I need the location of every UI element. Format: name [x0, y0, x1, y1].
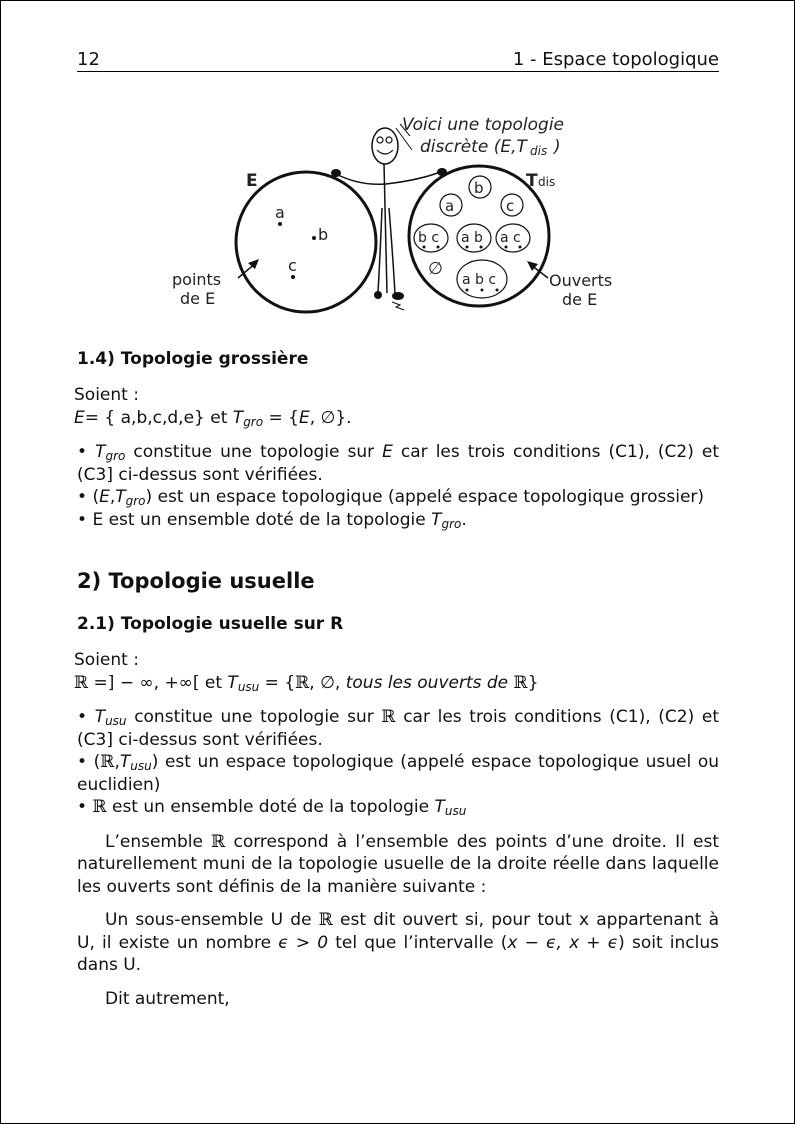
- def-mid: , ∅,: [309, 672, 346, 693]
- section-2-1-title: 2.1) Topologie usuelle sur R: [77, 614, 344, 634]
- bullet-text: car les trois conditions (C1), (C2) et (C3] ci-dessus sont vérifiées.: [77, 707, 720, 750]
- var-t-sub: usu: [105, 714, 127, 728]
- bullet-item: [77, 706, 719, 751]
- paragraph-text: correspond à l’ensemble des points d’une droite. Il est naturellement muni de la topologie usuelle de la droite réelle dans laquelle les ouverts sont définis de la manière suivante :: [77, 831, 720, 897]
- page-number: 12: [77, 49, 100, 70]
- bullet-text: E est un ensemble doté de la topologie: [92, 509, 432, 530]
- reals-symbol: ℝ: [74, 672, 89, 693]
- set-e-circle: [236, 172, 376, 312]
- def-italic: tous les ouverts de: [345, 672, 514, 693]
- var-t-sub: usu: [444, 804, 467, 818]
- point-a-dot: [278, 222, 282, 226]
- open-set-a-label: a: [445, 197, 455, 215]
- var-e: E: [74, 407, 85, 428]
- soient-label: Soient :: [74, 650, 139, 670]
- open-label-line1: Ouverts: [549, 271, 613, 290]
- paragraph-text: tel que l’intervalle (: [328, 932, 508, 953]
- var-t: T: [227, 672, 238, 693]
- def-eq: = {: [259, 672, 296, 693]
- bullet-mark: •: [77, 797, 88, 817]
- discrete-topology-figure: [160, 108, 640, 326]
- chapter-title: 1 - Espace topologique: [512, 49, 719, 70]
- reals-symbol: ℝ: [513, 672, 528, 693]
- point-b-label: b: [318, 225, 329, 244]
- var-t-sub: gro: [243, 414, 264, 429]
- paragraph-text: Un sous-ensemble U de: [105, 910, 319, 930]
- paragraph-text: ) soit inclus dans U.: [77, 932, 719, 975]
- set-e-label: E: [246, 171, 258, 191]
- reals-symbol: ℝ: [381, 707, 396, 727]
- var-e: E: [99, 487, 110, 507]
- paren: (: [93, 752, 101, 772]
- definition-line: [74, 672, 719, 695]
- paragraph-reals-line: [77, 831, 719, 899]
- var-t-sub: gro: [441, 516, 462, 531]
- empty-set-symbol: ∅: [428, 259, 443, 279]
- comma: ,: [114, 752, 120, 772]
- point-b-dot: [312, 236, 316, 240]
- open-set-bc-dot: [423, 246, 426, 249]
- def-interval: =] − ∞, +∞[ et: [88, 672, 228, 693]
- var-e2: E: [298, 407, 310, 428]
- period: .: [461, 509, 467, 530]
- open-set-abc-dot: [466, 289, 469, 292]
- speech-text-end: ): [554, 137, 561, 157]
- var-t: T: [115, 487, 126, 507]
- var-e: E: [382, 442, 393, 462]
- bullet-text: est un ensemble doté de la topologie: [106, 797, 435, 817]
- var-t: T: [95, 442, 106, 462]
- var-t: T: [431, 509, 442, 530]
- reals-symbol: ℝ: [318, 910, 333, 930]
- open-set-bc-dot: [437, 246, 440, 249]
- page-header: [77, 47, 719, 72]
- bullet-text: car les trois conditions (C1), (C2) et (C3] ci-dessus sont vérifiées.: [77, 442, 720, 485]
- var-t: T: [119, 752, 131, 772]
- epsilon-condition: ϵ > 0: [278, 932, 329, 953]
- bullet-mark: •: [77, 707, 88, 727]
- figure-svg: [160, 108, 640, 326]
- topology-label: T: [526, 171, 538, 191]
- reals-symbol: ℝ: [92, 797, 107, 817]
- def-tail: , ∅}.: [309, 407, 352, 428]
- var-t-sub: gro: [105, 449, 126, 463]
- open-set-abc-dot: [496, 289, 499, 292]
- bullet-mark: •: [77, 442, 88, 462]
- var-t-sub: gro: [125, 494, 146, 508]
- open-label-line2: de E: [562, 290, 598, 309]
- open-set-ac-label: a c: [500, 230, 521, 246]
- soient-label: Soient :: [74, 385, 139, 405]
- bullet-text: ) est un espace topologique (appelé espace topologique usuel ou euclidien): [77, 752, 719, 795]
- bullet-text: ) est un espace topologique (appelé espace topologique grossier): [145, 487, 705, 507]
- speech-text-line1: Voici une topologie: [402, 115, 564, 135]
- comma: ,: [109, 487, 116, 507]
- point-c-dot: [291, 275, 295, 279]
- open-set-abc-dot: [481, 289, 484, 292]
- speech-text-line2: discrète (E,T: [420, 137, 527, 157]
- bullet-item: [77, 441, 719, 486]
- paren: (: [92, 487, 100, 507]
- bullet-item: [77, 751, 719, 796]
- def-set: = { a,b,c,d,e} et: [84, 407, 233, 428]
- bullet-text: constitue une topologie sur: [126, 707, 382, 727]
- bullet-mark: •: [77, 509, 88, 530]
- open-set-ab-label: a b: [461, 230, 483, 246]
- points-label-line1: points: [172, 270, 222, 289]
- point-c-label: c: [288, 256, 297, 275]
- bullet-item: [77, 509, 719, 532]
- open-set-b-label: b: [474, 179, 484, 197]
- bullet-mark: •: [77, 752, 88, 772]
- bullet-item: [77, 796, 719, 819]
- def-end: }: [527, 672, 539, 693]
- speech-text-sub: dis: [530, 144, 548, 158]
- definition-line: [74, 407, 719, 430]
- bullet-text: constitue une topologie sur: [125, 442, 383, 462]
- var-t: T: [94, 707, 106, 727]
- open-set-ab-dot: [480, 246, 483, 249]
- var-t-sub: usu: [130, 759, 152, 773]
- reals-symbol: ℝ: [100, 752, 115, 772]
- section-1-4-title: 1.4) Topologie grossière: [77, 349, 309, 369]
- paragraph-dit-autrement: Dit autrement,: [105, 988, 230, 1009]
- open-set-bc-label: b c: [418, 230, 440, 246]
- section-2-title: 2) Topologie usuelle: [77, 569, 315, 593]
- point-a-label: a: [275, 203, 285, 222]
- paragraph-text: est dit ouvert si, pour tout x appartenant à U, il existe un nombre: [77, 910, 720, 953]
- open-set-abc-label: a b c: [462, 272, 497, 288]
- page-content: [74, 348, 720, 1010]
- reals-symbol: ℝ: [295, 672, 310, 693]
- var-t: T: [232, 407, 244, 428]
- paragraph-text: L’ensemble: [105, 831, 212, 852]
- var-t: T: [434, 797, 445, 817]
- open-set-ac-dot: [505, 246, 508, 249]
- epsilon-interval: x − ϵ, x + ϵ: [507, 932, 619, 953]
- paragraph-open-set-definition: [77, 909, 719, 977]
- topology-label-sub: dis: [538, 175, 556, 189]
- reals-symbol: ℝ: [211, 831, 226, 852]
- bullet-item: [77, 486, 719, 509]
- var-t-sub: usu: [237, 679, 260, 694]
- bullet-mark: •: [77, 487, 88, 507]
- points-label-line2: de E: [180, 289, 216, 308]
- open-set-ac-dot: [519, 246, 522, 249]
- def-eq: = {: [263, 407, 299, 428]
- open-set-ab-dot: [466, 246, 469, 249]
- open-set-c-label: c: [506, 197, 515, 215]
